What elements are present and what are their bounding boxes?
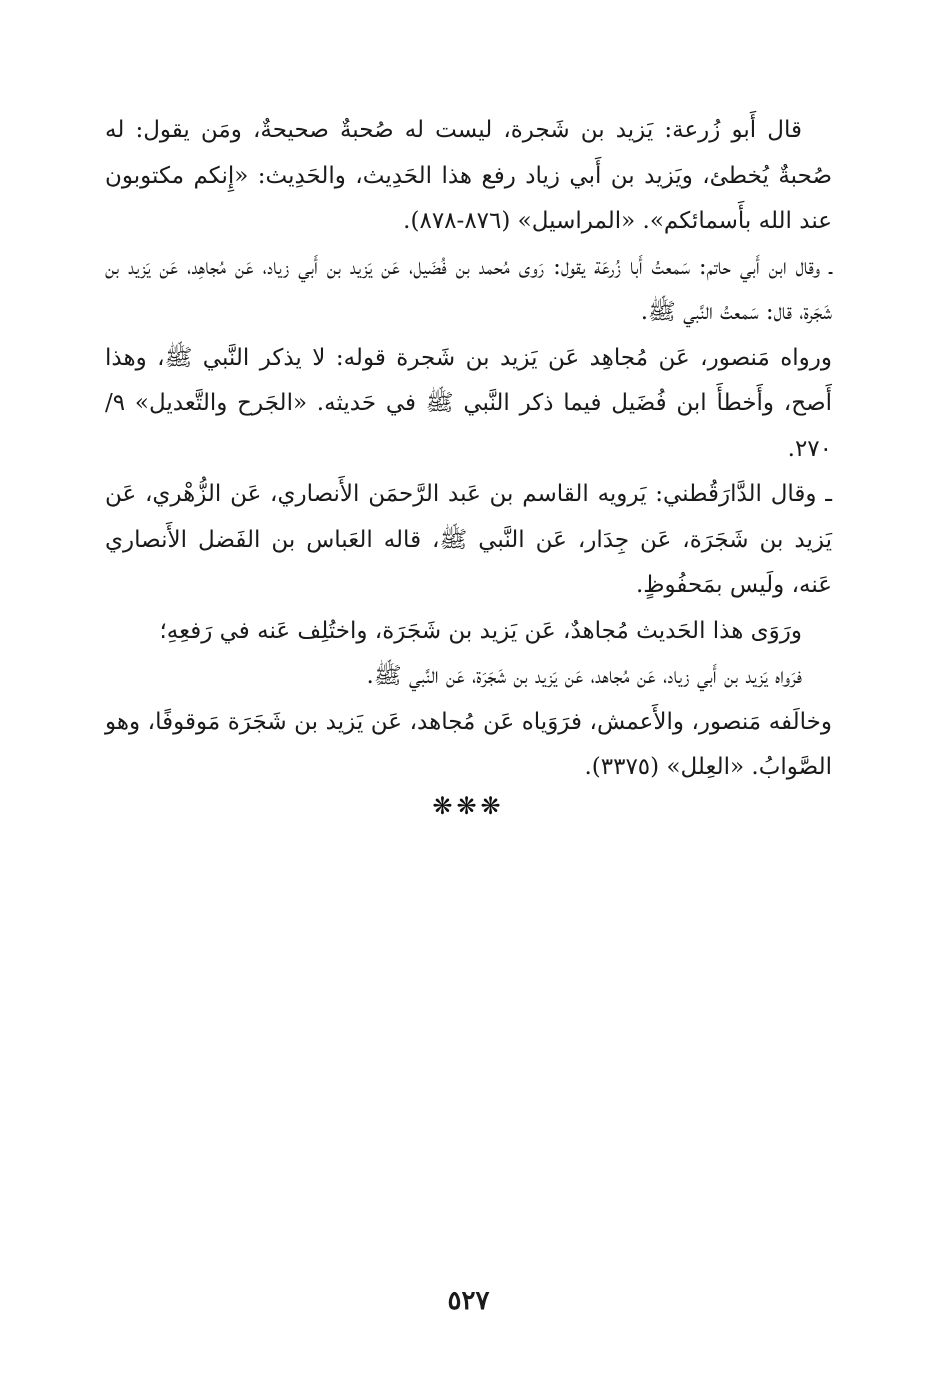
main-text (105, 108, 832, 791)
paragraph-mansur-narration: ورواه مَنصور، عَن مُجاهِد عَن يَزيد بن شَجرة قوله: لا يذكر النَّبي ﷺ، وهذا أَصح، وأَخطأَ ابن فُضَيل فيما ذكر النَّبي ﷺ في حَديثه. «الجَرح والتَّعديل» ٩/ ٢٧٠. (105, 344, 832, 462)
paragraph-mansur-amash: وخالَفه مَنصور، والأَعمش، فرَوَياه عَن مُجاهد، عَن يَزيد بن شَجَرَة مَوقوفًا، وهو الصَّوابُ. «العِلل» (٣٣٧٥). (105, 708, 832, 780)
section-separator: ❋❋❋ (432, 792, 505, 820)
page-number: ٥٢٧ (447, 1286, 490, 1316)
paragraph-yazid-ibn-abi-ziyad: فرَواه يَزيد بن أَبي زياد، عَن مُجاهد، عَن يَزيد بن شَجَرَة، عَن النَّبي ﷺ. (366, 663, 802, 689)
paragraph-abu-zurah: قال أَبو زُرعة: يَزيد بن شَجرة، ليست له صُحبةٌ صحيحةٌ، ومَن يقول: له صُحبةٌ يُخطئ، ويَزيد بن أَبي زياد رفع هذا الحَدِيث، والحَدِيث: «إِنكم مكتوبون عند الله بأَسمائكم». «المراسيل» (٨٧٦-٨٧٨). (105, 117, 832, 234)
paragraph-ibn-abi-hatim: ـ وقال ابن أَبي حاتم: سَمعتُ أَبا زُرعَة يقول: رَوى مُحمد بن فُضَيل، عَن يَزيد بن أَبي زياد، عَن مُجاهِد، عَن يَزيد بن شَجَرة، قال: سَمعتُ النَّبي ﷺ. (105, 253, 832, 325)
paragraph-mujahid: ورَوَى هذا الحَديث مُجاهدٌ، عَن يَزيد بن شَجَرَة، واختُلِف عَنه في رَفعِهِ؛ (159, 617, 802, 644)
paragraph-daraqutni: ـ وقال الدَّارَقُطني: يَرويه القاسم بن عَبد الرَّحمَن الأَنصاري، عَن الزُّهْري، عَن يَزيد بن شَجَرَة، عَن جِدَار، عَن النَّبي ﷺ، قاله العَباس بن الفَضل الأَنصاري عَنه، ولَيس بمَحفُوظٍ. (105, 481, 832, 598)
